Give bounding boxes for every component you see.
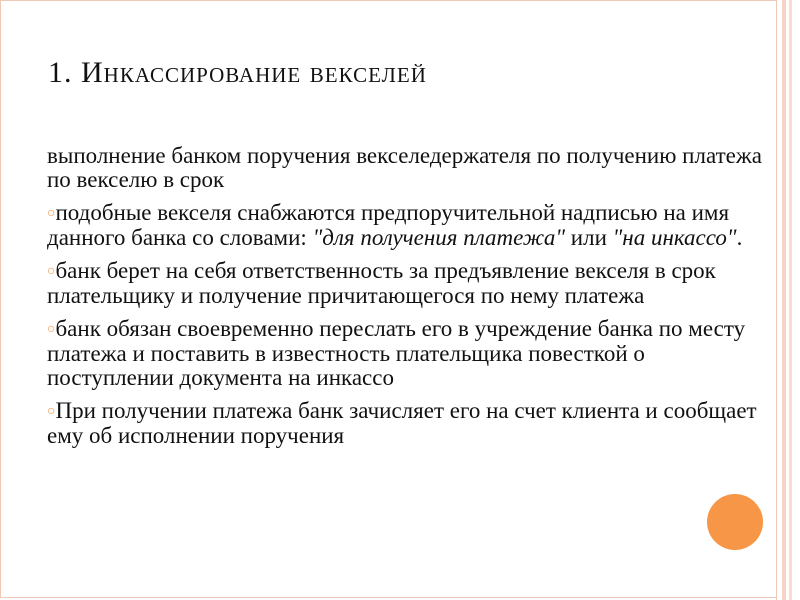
paragraph-text: подобные векселя снабжаются предпоручительной надписью на имя данного банка со словами: bbox=[47, 200, 730, 250]
decorative-circle bbox=[707, 494, 763, 550]
quote-text: "для получения платежа" bbox=[312, 225, 566, 250]
paragraph-text: банк берет на себя ответственность за предъявление векселя в срок плательщику и получение причитающегося по нему платежа bbox=[47, 258, 716, 308]
paragraph-text: выполнение банком поручения векселедержателя по получению платежа по векселю в срок bbox=[47, 143, 762, 192]
list-item bbox=[47, 259, 762, 308]
slide-title: 1. Инкассирование векселей bbox=[48, 56, 427, 89]
paragraph-text: При получении платежа банк зачисляет его на счет клиента и сообщает ему об исполнении поручения bbox=[47, 398, 757, 448]
quote-text: "на инкассо" bbox=[612, 225, 737, 250]
bullet-icon: ○ bbox=[47, 404, 56, 419]
right-rule-line bbox=[776, 0, 777, 600]
list-item bbox=[47, 317, 762, 390]
paragraph-text: . bbox=[736, 225, 743, 250]
bullet-icon: ○ bbox=[47, 206, 56, 221]
bullet-icon: ○ bbox=[47, 264, 56, 279]
list-item bbox=[47, 201, 762, 250]
bullet-icon: ○ bbox=[47, 322, 56, 337]
slide-content bbox=[47, 144, 762, 457]
paragraph-text: или bbox=[565, 225, 613, 250]
decorative-stripe bbox=[789, 0, 792, 600]
paragraph-text: банк обязан своевременно переслать его в учреждение банка по месту платежа и поставить в известность плательщика повесткой о поступлении документа на инкассо bbox=[47, 316, 746, 390]
list-item bbox=[47, 399, 762, 448]
paragraph bbox=[47, 144, 762, 192]
decorative-stripe bbox=[782, 0, 786, 600]
